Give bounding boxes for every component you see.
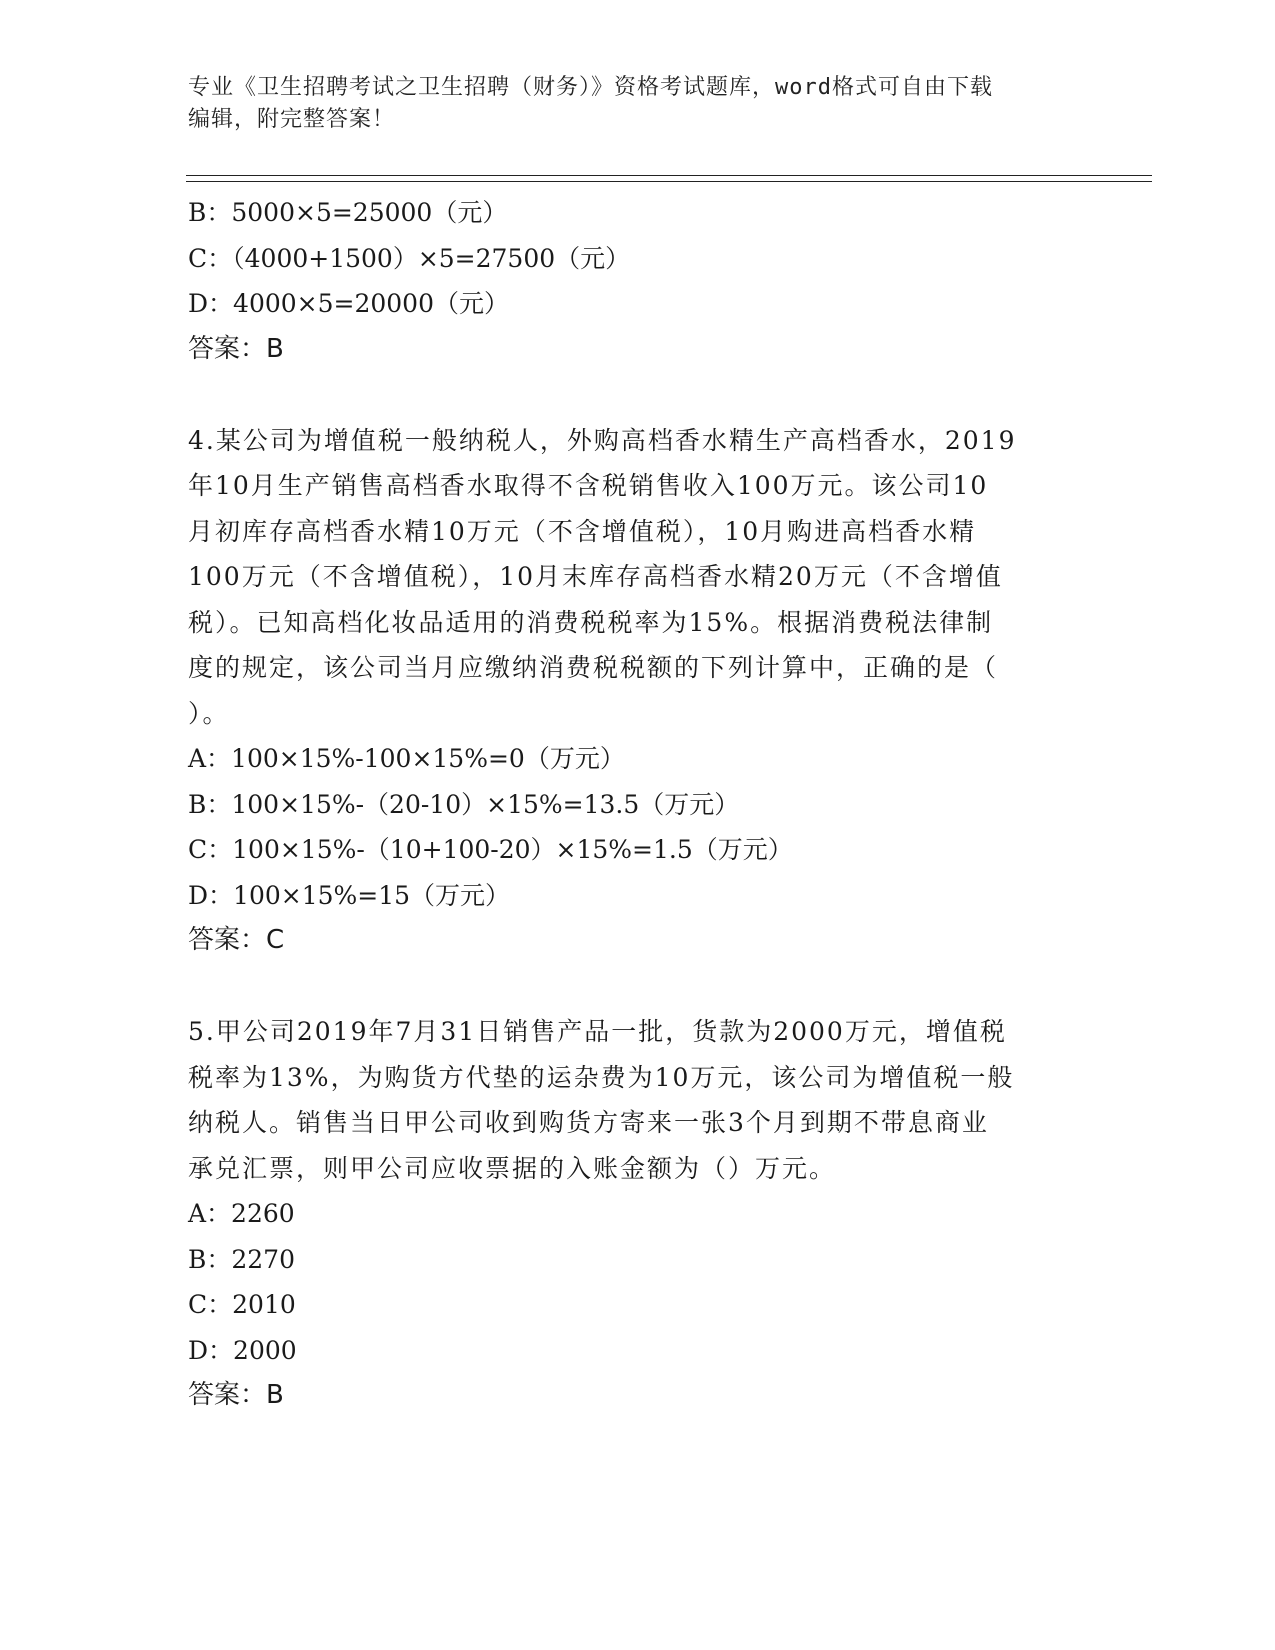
option-b: B：2270 [188, 1244, 295, 1274]
option-d: D：2000 [188, 1335, 297, 1365]
question-stem-line: 年10月生产销售高档香水取得不含税销售收入100万元。该公司10 [188, 471, 989, 500]
question-3-tail [188, 190, 1088, 372]
answer: 答案：B [188, 333, 284, 364]
option-c: C：100×15%-（10+100-20）×15%=1.5（万元） [188, 835, 793, 864]
question-stem-line: 4.某公司为增值税一般纳税人，外购高档香水精生产高档香水，2019 [188, 425, 1017, 455]
option-a: A：2260 [188, 1199, 295, 1228]
option-d: D：4000×5=20000（元） [188, 289, 509, 318]
document-body [188, 190, 1088, 1419]
question-stem-line: 纳税人。销售当日甲公司收到购货方寄来一张3个月到期不带息商业 [188, 1108, 989, 1137]
header-divider-bottom [186, 181, 1152, 182]
header-line-1: 专业《卫生招聘考试之卫生招聘（财务）》资格考试题库，word格式可自由下载 [188, 75, 993, 100]
question-stem-line: 月初库存高档香水精10万元（不含增值税），10月购进高档香水精 [188, 516, 977, 546]
option-b: B：100×15%-（20-10）×15%=13.5（万元） [188, 789, 740, 819]
option-c: C：（4000+1500）×5=27500（元） [188, 243, 631, 273]
question-stem-line: 税率为13%，为购货方代垫的运杂费为10万元，该公司为增值税一般 [188, 1062, 1015, 1092]
question-stem-line: 5.甲公司2019年7月31日销售产品一批，货款为2000万元，增值税 [188, 1017, 1007, 1046]
answer: 答案：B [188, 1380, 284, 1410]
header-divider-top [186, 175, 1152, 176]
option-b: B：5000×5=25000（元） [188, 198, 508, 227]
question-stem-line: 承兑汇票，则甲公司应收票据的入账金额为（）万元。 [188, 1153, 837, 1183]
question-stem-line: 税）。已知高档化妆品适用的消费税税率为15%。根据消费税法律制 [188, 607, 994, 637]
question-stem-line: 100万元（不含增值税），10月末库存高档香水精20万元（不含增值 [188, 562, 1003, 591]
answer: 答案：C [188, 925, 285, 955]
question-5 [188, 1009, 1088, 1419]
option-d: D：100×15%=15（万元） [188, 880, 511, 910]
question-stem-line: ）。 [188, 698, 230, 728]
option-c: C：2010 [188, 1290, 296, 1319]
question-stem-line: 度的规定，该公司当月应缴纳消费税税额的下列计算中，正确的是（ [188, 653, 999, 682]
option-a: A：100×15%-100×15%=0（万元） [188, 744, 625, 773]
header-line-2: 编辑，附完整答案！ [188, 107, 396, 132]
question-4 [188, 418, 1088, 964]
document-header [188, 72, 1088, 136]
